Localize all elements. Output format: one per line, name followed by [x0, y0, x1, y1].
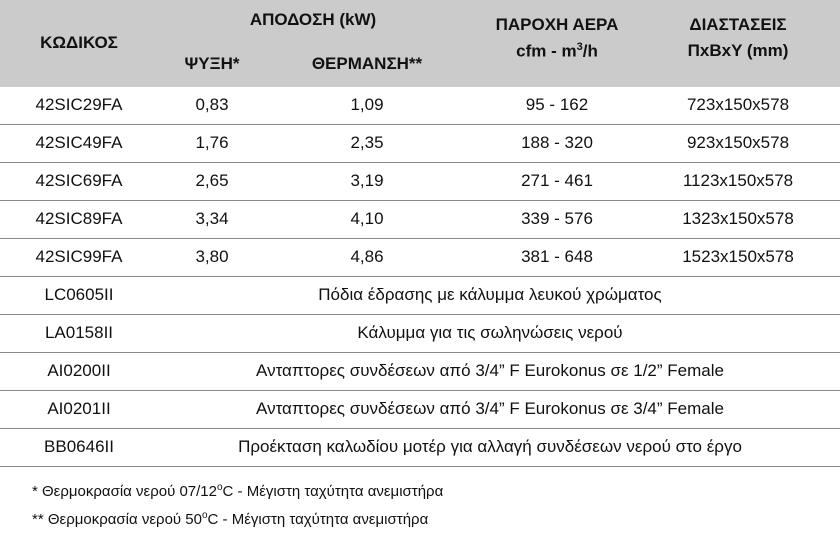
cell-description: Ανταπτορες συνδέσεων από 3/4” F Eurokonus σε 3/4” Female — [256, 399, 724, 418]
cell-code: 42SIC29FA — [35, 95, 123, 114]
accessory-row — [0, 315, 840, 353]
cell-dimensions: 1123x150x578 — [682, 171, 794, 190]
header-cooling: ΨΥΞΗ* — [184, 54, 240, 73]
cell-dimensions: 1323x150x578 — [682, 209, 794, 228]
cell-description: Πόδια έδρασης με κάλυμμα λευκού χρώματος — [318, 285, 662, 304]
cell-cooling: 2,65 — [195, 171, 229, 190]
cell-code: 42SIC69FA — [35, 171, 123, 190]
cell-code: 42SIC99FA — [35, 247, 123, 266]
cell-code: LA0158II — [44, 323, 114, 342]
cell-cooling: 0,83 — [195, 95, 229, 114]
table-row — [0, 163, 840, 201]
table-row — [0, 239, 840, 277]
cell-airflow: 188 - 320 — [521, 133, 593, 152]
cell-code: AI0201II — [47, 399, 111, 418]
cell-code: AI0200II — [47, 361, 111, 380]
header-capacity: ΑΠΟΔΟΣΗ (kW) — [249, 10, 377, 29]
cell-heating: 1,09 — [350, 95, 384, 114]
header-heating: ΘΕΡΜΑΝΣΗ** — [311, 54, 423, 73]
accessory-row — [0, 391, 840, 429]
cell-airflow: 381 - 648 — [521, 247, 593, 266]
header-dimensions: ΔΙΑΣΤΑΣΕΙΣ — [689, 15, 787, 34]
cell-dimensions: 723x150x578 — [686, 95, 790, 114]
header-airflow: ΠΑΡΟΧΗ ΑΕΡΑ — [495, 15, 619, 34]
cell-dimensions: 923x150x578 — [686, 133, 790, 152]
cell-description: Ανταπτορες συνδέσεων από 3/4” F Eurokonus σε 1/2” Female — [256, 361, 724, 380]
header-code: ΚΩΔΙΚΟΣ — [40, 33, 118, 52]
cell-airflow: 339 - 576 — [521, 209, 593, 228]
footnote-heating: ** Θερμοκρασία νερού $50^oC$ - Μέγιστη ταχύτητα ανεμιστήρα — [32, 510, 429, 528]
cell-dimensions: 1523x150x578 — [682, 247, 794, 266]
cell-cooling: 1,76 — [195, 133, 229, 152]
footnote-cooling: * Θερμοκρασία νερού $07/12^oC$ - Μέγιστη ταχύτητα ανεμιστήρα — [32, 482, 444, 500]
table-row — [0, 87, 840, 125]
cell-heating: 4,10 — [350, 209, 384, 228]
cell-code: LC0605II — [44, 285, 114, 304]
accessory-row — [0, 353, 840, 391]
table-row — [0, 125, 840, 163]
table-header — [0, 0, 840, 87]
cell-heating: 3,19 — [350, 171, 384, 190]
header-dimensions-unit: ΠxBxY (mm) — [687, 41, 789, 60]
cell-airflow: 271 - 461 — [521, 171, 593, 190]
cell-airflow: 95 - 162 — [525, 95, 589, 114]
cell-heating: 2,35 — [350, 133, 384, 152]
cell-heating: 4,86 — [350, 247, 384, 266]
cell-description: Προέκταση καλωδίου μοτέρ για αλλαγή συνδέσεων νερού στο έργο — [238, 437, 742, 456]
cell-cooling: 3,34 — [195, 209, 229, 228]
header-airflow-unit: cfm - $m^3/h$ — [516, 41, 598, 61]
cell-code: BB0646II — [44, 437, 114, 456]
accessory-row — [0, 277, 840, 315]
cell-description: Κάλυμμα για τις σωληνώσεις νερού — [357, 323, 623, 342]
cell-code: 42SIC89FA — [35, 209, 123, 228]
accessory-row — [0, 429, 840, 467]
cell-cooling: 3,80 — [195, 247, 229, 266]
table-row — [0, 201, 840, 239]
cell-code: 42SIC49FA — [35, 133, 123, 152]
